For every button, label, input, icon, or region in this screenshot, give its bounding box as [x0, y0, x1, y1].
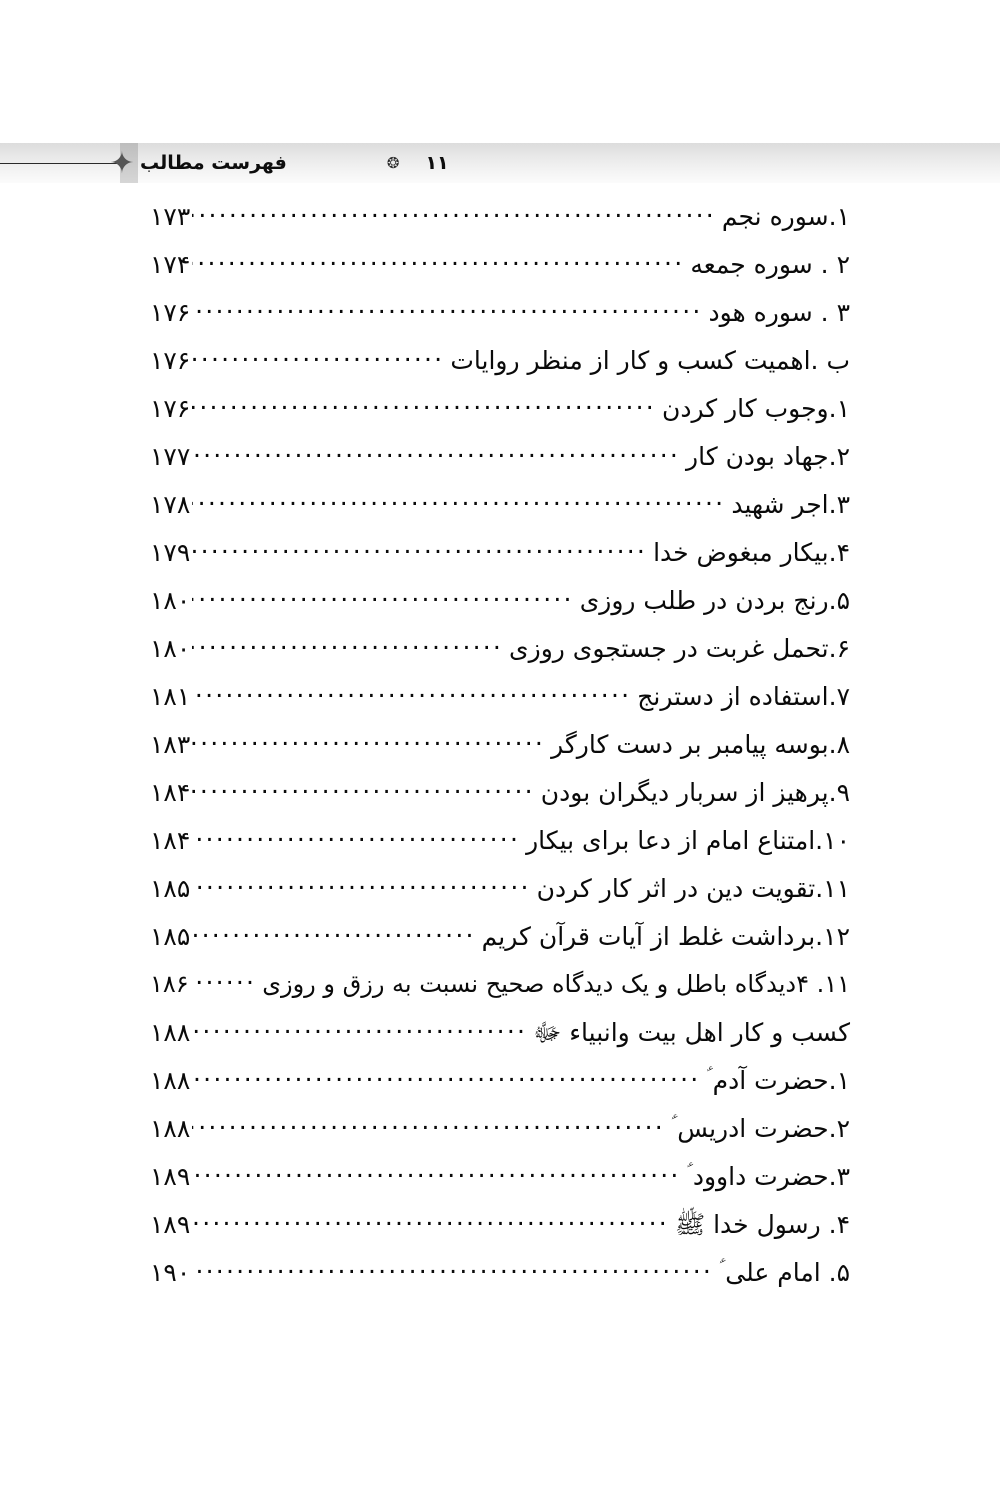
toc-entry-page-number: ۱۷۹	[150, 538, 191, 567]
toc-entry-page-number: ۱۸۸	[150, 1066, 191, 1095]
toc-entry-page-number: ۱۸۳	[150, 730, 191, 759]
toc-entry-label: ۱۱.تقویت دین در اثر کار کردن	[536, 874, 850, 903]
toc-entry[interactable]	[150, 828, 850, 876]
toc-leader-dots	[192, 785, 534, 801]
toc-entry-page-number: ۱۸۶	[150, 970, 189, 998]
toc-entry-page-number: ۱۷۶	[150, 346, 191, 375]
toc-entry-page-number: ۱۸۹	[150, 1210, 191, 1239]
header-page-number: ۱۱	[425, 152, 449, 174]
toc-leader-dots	[192, 1121, 665, 1137]
toc-entry[interactable]	[150, 1212, 850, 1260]
toc-leader-dots	[192, 1073, 700, 1089]
toc-leader-dots	[192, 497, 725, 513]
floral-star-ornament-icon: ❂	[386, 153, 400, 172]
toc-entry-page-number: ۱۹۰	[150, 1258, 191, 1287]
toc-entry-label: ۱.حضرت آدم ؑ	[706, 1066, 850, 1095]
toc-entry-label: ۳.حضرت داوود ؑ	[686, 1162, 850, 1191]
toc-entry-label: ب .اهمیت کسب و کار از منظر روایات	[450, 346, 850, 375]
toc-entry-page-number: ۱۸۵	[150, 874, 191, 903]
toc-entry-label: ۹.پرهیز از سربار دیگران بودن	[540, 778, 850, 807]
toc-entry-page-number: ۱۸۴	[150, 778, 191, 807]
toc-leader-dots	[192, 1217, 669, 1233]
toc-entry-label: ۲.حضرت ادریس ؑ	[670, 1114, 850, 1143]
toc-entry[interactable]	[150, 972, 850, 1020]
toc-entry-label: ۸.بوسه پیامبر بر دست کارگر	[551, 730, 850, 759]
toc-entry[interactable]	[150, 684, 850, 732]
toc-entry-label: ۲ . سوره جمعه	[690, 250, 850, 279]
toc-entry-label: ۱.وجوب کار کردن	[661, 394, 850, 423]
toc-entry[interactable]	[150, 204, 850, 252]
toc-entry[interactable]	[150, 396, 850, 444]
toc-entry[interactable]	[150, 444, 850, 492]
toc-leader-dots	[191, 976, 257, 992]
toc-entry[interactable]	[150, 348, 850, 396]
toc-entry-page-number: ۱۸۰	[150, 586, 191, 615]
toc-entry-label: کسب و کار اهل بیت وانبیاء ﷻ	[533, 1018, 850, 1047]
toc-entry-label: ۶.تحمل غربت در جستجوی روزی	[509, 634, 850, 663]
toc-entry[interactable]	[150, 732, 850, 780]
toc-leader-dots	[192, 689, 631, 705]
header-content	[140, 143, 1000, 183]
toc-entry[interactable]	[150, 780, 850, 828]
toc-entry-label: ۲.جهاد بودن کار	[686, 442, 850, 471]
toc-leader-dots	[192, 833, 520, 849]
toc-leader-dots	[192, 881, 530, 897]
toc-entry-label: ۱.سوره نجم	[721, 202, 850, 231]
toc-entry-label: ۴.بیکار مبغوض خدا	[653, 538, 850, 567]
toc-leader-dots	[192, 545, 647, 561]
toc-leader-dots	[192, 641, 503, 657]
toc-entry[interactable]	[150, 1068, 850, 1116]
toc-entry-label: ۳.اجر شهید	[731, 490, 850, 519]
toc-entry-label: ۱۰.امتناع امام از دعا برای بیکار	[526, 826, 850, 855]
toc-entry-page-number: ۱۷۶	[150, 394, 191, 423]
toc-leader-dots	[192, 305, 702, 321]
toc-entry[interactable]	[150, 1260, 850, 1308]
toc-entry-label: ۱۲.برداشت غلط از آیات قرآن کریم	[481, 922, 850, 951]
header-left-rule	[0, 163, 118, 164]
toc-entry-page-number: ۱۸۸	[150, 1114, 191, 1143]
toc-entry-page-number: ۱۷۶	[150, 298, 191, 327]
toc-entry-label: ۷.استفاده از دسترنج	[637, 682, 850, 711]
toc-entry[interactable]	[150, 1020, 850, 1068]
page-title: فهرست مطالب	[140, 152, 287, 174]
toc-entry-page-number: ۱۸۱	[150, 682, 191, 711]
toc-entry[interactable]	[150, 300, 850, 348]
toc-entry-label: ۵. امام علی ؑ	[719, 1258, 850, 1287]
toc-entry-label: ۳ . سوره هود	[708, 298, 850, 327]
toc-entry-label: ۱۱. ۴دیدگاه باطل و یک دیدگاه صحیح نسبت به رزق و روزی	[262, 970, 850, 998]
toc-entry[interactable]	[150, 1164, 850, 1212]
toc-entry-page-number: ۱۸۹	[150, 1162, 191, 1191]
toc-entry[interactable]	[150, 636, 850, 684]
toc-entry[interactable]	[150, 540, 850, 588]
page-header	[0, 143, 1000, 183]
toc-leader-dots	[192, 593, 573, 609]
toc-leader-dots	[192, 1169, 680, 1185]
toc-leader-dots	[192, 449, 680, 465]
toc-entry-page-number: ۱۷۴	[150, 250, 191, 279]
toc-entry[interactable]	[150, 876, 850, 924]
toc-leader-dots	[192, 209, 716, 225]
toc-entry-page-number: ۱۷۷	[150, 442, 191, 471]
diamond-arrow-ornament-icon: ✦	[109, 146, 135, 181]
toc-entry[interactable]	[150, 924, 850, 972]
toc-entry-label: ۵.رنج بردن در طلب روزی	[579, 586, 850, 615]
toc-entry[interactable]	[150, 492, 850, 540]
toc-entry-page-number: ۱۸۸	[150, 1018, 191, 1047]
toc-entry[interactable]	[150, 252, 850, 300]
toc-entry-page-number: ۱۷۸	[150, 490, 191, 519]
toc-leader-dots	[192, 257, 684, 273]
toc-entry[interactable]	[150, 1116, 850, 1164]
toc-entry-page-number: ۱۸۵	[150, 922, 191, 951]
toc-leader-dots	[192, 353, 444, 369]
table-of-contents	[150, 204, 850, 1308]
toc-leader-dots	[192, 1025, 527, 1041]
toc-entry-page-number: ۱۸۴	[150, 826, 191, 855]
toc-entry-page-number: ۱۷۳	[150, 202, 191, 231]
toc-leader-dots	[192, 737, 545, 753]
toc-leader-dots	[192, 1265, 713, 1281]
toc-leader-dots	[192, 929, 475, 945]
toc-leader-dots	[192, 401, 656, 417]
toc-entry-label: ۴. رسول خدا ﷺ	[674, 1210, 850, 1239]
toc-entry-page-number: ۱۸۰	[150, 634, 191, 663]
toc-entry[interactable]	[150, 588, 850, 636]
